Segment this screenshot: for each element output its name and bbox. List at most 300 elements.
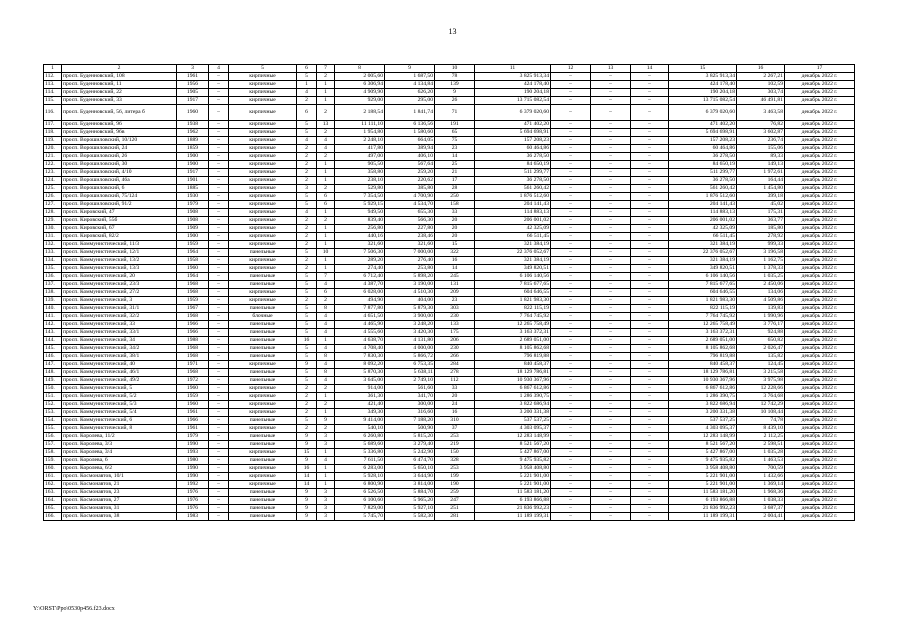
cell-wall-material: кирпичные: [229, 176, 297, 184]
cell-year-renovation: –: [209, 392, 229, 400]
cell-cost-col-14: –: [631, 344, 669, 352]
cell-completion-date: декабрь 2022 г.: [785, 424, 855, 432]
column-number-header: 8: [335, 65, 385, 73]
cell-total-cost: 840 458,37: [475, 360, 551, 368]
cell-cost-col-12: –: [551, 480, 591, 488]
cell-year-built: 1859: [177, 144, 209, 152]
cell-completion-date: декабрь 2022 г.: [785, 176, 855, 184]
cell-completion-date: декабрь 2022 г.: [785, 344, 855, 352]
cell-cost-col-13: –: [591, 504, 631, 512]
cell-year-built: 1908: [177, 216, 209, 224]
cell-year-renovation: –: [209, 216, 229, 224]
cell-floors: 9: [297, 488, 317, 496]
cell-cost-per-sqm: 236,74: [737, 136, 785, 144]
cell-total-cost: 6 867 612,86: [475, 384, 551, 392]
cell-year-built: 1930: [177, 192, 209, 200]
cell-total-cost-repeat: 204 141,43: [669, 200, 737, 208]
cell-total-area: 4 708,40: [335, 344, 385, 352]
cell-total-cost: 424 178,40: [475, 81, 551, 89]
cell-completion-date: декабрь 2022 г.: [785, 89, 855, 97]
cell-total-area: 7 830,30: [335, 352, 385, 360]
cell-cost-col-14: –: [631, 320, 669, 328]
cell-completion-date: декабрь 2022 г.: [785, 184, 855, 192]
cell-wall-material: кирпичные: [229, 192, 297, 200]
cell-year-built: 1889: [177, 136, 209, 144]
table-row: [44, 97, 855, 105]
cell-cost-col-12: –: [551, 81, 591, 89]
cell-floors: 2: [297, 144, 317, 152]
cell-cost-col-12: –: [551, 400, 591, 408]
column-number-header: 13: [591, 65, 631, 73]
cell-floors: 9: [297, 360, 317, 368]
cell-cost-col-12: –: [551, 472, 591, 480]
cell-residents: 131: [435, 280, 475, 288]
cell-entrances: 3: [317, 432, 335, 440]
cell-total-cost: 36 278,50: [475, 152, 551, 160]
cell-address: просп. Буденновский, 33: [62, 97, 177, 105]
cell-total-cost: 796 819,88: [475, 352, 551, 360]
cell-cost-per-sqm: 175,31: [737, 208, 785, 216]
cell-total-cost: 42 325,09: [475, 224, 551, 232]
cell-total-cost-repeat: 9 475 935,82: [669, 456, 737, 464]
cell-floors: 16: [297, 464, 317, 472]
cell-year-renovation: –: [209, 248, 229, 256]
cell-year-built: 1968: [177, 312, 209, 320]
cell-cost-col-13: –: [591, 160, 631, 168]
cell-cost-per-sqm: 185,80: [737, 224, 785, 232]
cell-cost-col-14: –: [631, 504, 669, 512]
cell-cost-col-13: –: [591, 136, 631, 144]
cell-cost-col-13: –: [591, 352, 631, 360]
cell-year-built: 1908: [177, 208, 209, 216]
cell-total-cost: 60 464,86: [475, 144, 551, 152]
cell-year-built: 1972: [177, 376, 209, 384]
cell-completion-date: декабрь 2022 г.: [785, 400, 855, 408]
cell-address: просп. Буденновский, 56, литера б: [62, 105, 177, 121]
cell-entrances: 8: [317, 352, 335, 360]
cell-cost-col-13: –: [591, 312, 631, 320]
cell-cost-col-12: –: [551, 216, 591, 224]
cell-entrances: 3: [317, 496, 335, 504]
cell-row-number: 165.: [44, 504, 62, 512]
cell-address: просп. Буденновский, 22: [62, 89, 177, 97]
cell-cost-col-14: –: [631, 480, 669, 488]
cell-completion-date: декабрь 2022 г.: [785, 144, 855, 152]
cell-cost-col-12: –: [551, 416, 591, 424]
cell-floors: 16: [297, 336, 317, 344]
cell-residents: 37: [435, 424, 475, 432]
cell-cost-col-14: –: [631, 136, 669, 144]
cell-total-area: 914,00: [335, 384, 385, 392]
cell-cost-per-sqm: 135,82: [737, 352, 785, 360]
cell-completion-date: декабрь 2022 г.: [785, 73, 855, 81]
cell-cost-col-14: –: [631, 384, 669, 392]
cell-cost-col-12: –: [551, 176, 591, 184]
cell-wall-material: кирпичные: [229, 232, 297, 240]
cell-cost-col-12: –: [551, 128, 591, 136]
cell-year-built: 1900: [177, 232, 209, 240]
cell-total-cost-repeat: 4 303 095,37: [669, 424, 737, 432]
cell-row-number: 126.: [44, 192, 62, 200]
cell-entrances: 7: [317, 272, 335, 280]
cell-residential-area: 4 510,30: [385, 288, 435, 296]
cell-entrances: 4: [317, 312, 335, 320]
cell-wall-material: кирпичные: [229, 360, 297, 368]
cell-cost-per-sqm: 1 972,61: [737, 168, 785, 176]
cell-residents: 158: [435, 200, 475, 208]
cell-floors: 4: [297, 208, 317, 216]
cell-year-renovation: –: [209, 97, 229, 105]
cell-cost-col-14: –: [631, 304, 669, 312]
cell-residents: 191: [435, 120, 475, 128]
page-number: 13: [448, 27, 457, 36]
cell-cost-per-sqm: 2 026,47: [737, 344, 785, 352]
cell-completion-date: декабрь 2022 г.: [785, 248, 855, 256]
cell-completion-date: декабрь 2022 г.: [785, 272, 855, 280]
cell-row-number: 154.: [44, 416, 62, 424]
cell-cost-per-sqm: 4 509,86: [737, 296, 785, 304]
cell-residential-area: 406,10: [385, 152, 435, 160]
cell-floors: 5: [297, 320, 317, 328]
table-row: [44, 272, 855, 280]
cell-total-area: 8 092,20: [335, 360, 385, 368]
column-number-header: 14: [631, 65, 669, 73]
cell-completion-date: декабрь 2022 г.: [785, 376, 855, 384]
cell-total-area: 497,00: [335, 152, 385, 160]
cell-cost-col-14: –: [631, 240, 669, 248]
cell-residents: 199: [435, 472, 475, 480]
cell-total-cost: 3 163 372,31: [475, 328, 551, 336]
cell-total-cost: 1 876 512,60: [475, 192, 551, 200]
cell-entrances: 2: [317, 128, 335, 136]
cell-completion-date: декабрь 2022 г.: [785, 81, 855, 89]
cell-total-cost-repeat: 2 689 051,00: [669, 336, 737, 344]
cell-total-cost-repeat: 1 876 512,60: [669, 192, 737, 200]
table-row: [44, 480, 855, 488]
cell-address: просп. Буденновский, 96: [62, 120, 177, 128]
cell-completion-date: декабрь 2022 г.: [785, 304, 855, 312]
cell-total-cost: 190 204,18: [475, 89, 551, 97]
cell-cost-col-14: –: [631, 424, 669, 432]
cell-residential-area: 7 000,00: [385, 248, 435, 256]
cell-floors: 4: [297, 136, 317, 144]
cell-total-area: 540,10: [335, 424, 385, 432]
cell-entrances: 2: [317, 424, 335, 432]
cell-total-cost-repeat: 206 001,02: [669, 216, 737, 224]
cell-year-renovation: –: [209, 176, 229, 184]
cell-completion-date: декабрь 2022 г.: [785, 488, 855, 496]
cell-total-cost: 321 384,19: [475, 256, 551, 264]
cell-wall-material: кирпичные: [229, 224, 297, 232]
cell-floors: 9: [297, 512, 317, 520]
cell-row-number: 162.: [44, 480, 62, 488]
cell-year-built: 1966: [177, 416, 209, 424]
cell-cost-col-13: –: [591, 97, 631, 105]
table-row: [44, 416, 855, 424]
cell-residential-area: 5 927,10: [385, 504, 435, 512]
cell-completion-date: декабрь 2022 г.: [785, 392, 855, 400]
cell-cost-col-12: –: [551, 97, 591, 105]
cell-total-cost: 84 650,19: [475, 160, 551, 168]
cell-completion-date: декабрь 2022 г.: [785, 512, 855, 520]
cell-entrances: 1: [317, 408, 335, 416]
cell-row-number: 152.: [44, 400, 62, 408]
column-number-header: 12: [551, 65, 591, 73]
cell-cost-col-14: –: [631, 184, 669, 192]
cell-cost-per-sqm: 3 764,68: [737, 392, 785, 400]
cell-row-number: 129.: [44, 216, 62, 224]
cell-floors: 5: [297, 352, 317, 360]
cell-cost-col-14: –: [631, 128, 669, 136]
cell-cost-col-14: –: [631, 464, 669, 472]
cell-cost-col-14: –: [631, 248, 669, 256]
cell-total-area: 7 611,50: [335, 456, 385, 464]
cell-address: просп. Кировский, 55б: [62, 216, 177, 224]
cell-cost-col-13: –: [591, 456, 631, 464]
cell-cost-col-14: –: [631, 496, 669, 504]
cell-wall-material: панельные: [229, 368, 297, 376]
cell-wall-material: кирпичные: [229, 424, 297, 432]
column-number-header: 4: [209, 65, 229, 73]
cell-wall-material: кирпичные: [229, 240, 297, 248]
cell-cost-col-12: –: [551, 384, 591, 392]
cell-total-area: 6 306,94: [335, 81, 385, 89]
cell-cost-col-14: –: [631, 328, 669, 336]
cell-total-cost-repeat: 349 820,51: [669, 264, 737, 272]
cell-address: просп. Коммунистический, 32/2: [62, 312, 177, 320]
cell-residents: 230: [435, 344, 475, 352]
cell-residential-area: 5 650,10: [385, 464, 435, 472]
cell-cost-per-sqm: 102,59: [737, 81, 785, 89]
cell-total-cost-repeat: 5 427 867,00: [669, 448, 737, 456]
cell-year-renovation: –: [209, 488, 229, 496]
cell-row-number: 127.: [44, 200, 62, 208]
cell-entrances: 1: [317, 208, 335, 216]
cell-total-cost: 12 265 758,49: [475, 320, 551, 328]
cell-row-number: 117.: [44, 120, 62, 128]
cell-year-built: 1992: [177, 480, 209, 488]
cell-address: просп. Коммунистический, 49/2: [62, 376, 177, 384]
cell-residents: 281: [435, 512, 475, 520]
table-row: [44, 448, 855, 456]
cell-cost-col-12: –: [551, 240, 591, 248]
cell-total-cost-repeat: 36 278,50: [669, 176, 737, 184]
cell-cost-col-14: –: [631, 105, 669, 121]
cell-year-built: 1968: [177, 368, 209, 376]
cell-residential-area: 238,46: [385, 232, 435, 240]
cell-row-number: 118.: [44, 128, 62, 136]
cell-total-area: 321,60: [335, 240, 385, 248]
cell-year-renovation: –: [209, 73, 229, 81]
table-row: [44, 360, 855, 368]
cell-total-area: 1 954,80: [335, 128, 385, 136]
cell-residential-area: 4 700,90: [385, 192, 435, 200]
table-row: [44, 264, 855, 272]
cell-address: просп. Ворошиловский, 24: [62, 144, 177, 152]
cell-completion-date: декабрь 2022 г.: [785, 472, 855, 480]
cell-total-area: 256,80: [335, 224, 385, 232]
cell-completion-date: декабрь 2022 г.: [785, 448, 855, 456]
cell-cost-per-sqm: 124,45: [737, 360, 785, 368]
cell-residents: 206: [435, 336, 475, 344]
cell-wall-material: блочные: [229, 312, 297, 320]
cell-cost-col-14: –: [631, 200, 669, 208]
cell-entrances: 1: [317, 336, 335, 344]
cell-year-built: 1960: [177, 384, 209, 392]
cell-residential-area: 220,62: [385, 176, 435, 184]
cell-entrances: 2: [317, 296, 335, 304]
cell-entrances: 4: [317, 456, 335, 464]
cell-residents: 78: [435, 73, 475, 81]
cell-year-renovation: –: [209, 320, 229, 328]
cell-row-number: 164.: [44, 496, 62, 504]
cell-year-renovation: –: [209, 368, 229, 376]
cell-cost-col-13: –: [591, 144, 631, 152]
cell-total-area: 349,30: [335, 408, 385, 416]
cell-row-number: 157.: [44, 440, 62, 448]
cell-residential-area: 404,00: [385, 296, 435, 304]
cell-cost-per-sqm: 149,13: [737, 160, 785, 168]
cell-completion-date: декабрь 2022 г.: [785, 456, 855, 464]
table-row: [44, 336, 855, 344]
cell-completion-date: декабрь 2022 г.: [785, 264, 855, 272]
cell-residential-area: 5 582,30: [385, 512, 435, 520]
cell-total-cost-repeat: 511 299,77: [669, 168, 737, 176]
cell-total-cost-repeat: 21 836 992,23: [669, 504, 737, 512]
cell-total-area: 5 745,70: [335, 512, 385, 520]
table-row: [44, 464, 855, 472]
cell-cost-col-13: –: [591, 89, 631, 97]
cell-residential-area: 1 687,50: [385, 73, 435, 81]
cell-completion-date: декабрь 2022 г.: [785, 160, 855, 168]
cell-residential-area: 664,05: [385, 136, 435, 144]
cell-residential-area: 6 136,56: [385, 120, 435, 128]
cell-row-number: 123.: [44, 168, 62, 176]
cell-cost-col-14: –: [631, 208, 669, 216]
cell-total-area: 274,40: [335, 264, 385, 272]
cell-wall-material: кирпичные: [229, 472, 297, 480]
cell-completion-date: декабрь 2022 г.: [785, 384, 855, 392]
cell-cost-col-13: –: [591, 472, 631, 480]
cell-address: просп. Коммунистический, 34: [62, 336, 177, 344]
cell-total-cost-repeat: 3 822 686,94: [669, 400, 737, 408]
cell-year-built: 1959: [177, 392, 209, 400]
cell-cost-col-13: –: [591, 488, 631, 496]
table-row: [44, 168, 855, 176]
cell-row-number: 166.: [44, 512, 62, 520]
cell-wall-material: панельные: [229, 496, 297, 504]
cell-address: просп. Буденновский, 96в: [62, 128, 177, 136]
cell-year-renovation: –: [209, 424, 229, 432]
cell-wall-material: кирпичные: [229, 81, 297, 89]
cell-wall-material: кирпичные: [229, 464, 297, 472]
cell-wall-material: панельные: [229, 512, 297, 520]
cell-address: просп. Космонавтов, 21: [62, 480, 177, 488]
cell-wall-material: кирпичные: [229, 448, 297, 456]
cell-completion-date: декабрь 2022 г.: [785, 224, 855, 232]
cell-cost-col-12: –: [551, 73, 591, 81]
cell-address: просп. Ворошиловский, 30: [62, 160, 177, 168]
cell-cost-col-12: –: [551, 232, 591, 240]
cell-cost-col-12: –: [551, 496, 591, 504]
cell-year-renovation: –: [209, 232, 229, 240]
cell-year-renovation: –: [209, 352, 229, 360]
cell-year-renovation: –: [209, 152, 229, 160]
cell-residents: 266: [435, 352, 475, 360]
cell-year-built: 1961: [177, 73, 209, 81]
cell-entrances: 4: [317, 328, 335, 336]
cell-residential-area: 4 534,70: [385, 200, 435, 208]
cell-row-number: 151.: [44, 392, 62, 400]
cell-row-number: 144.: [44, 336, 62, 344]
cell-cost-col-12: –: [551, 432, 591, 440]
cell-cost-col-14: –: [631, 296, 669, 304]
cell-row-number: 161.: [44, 472, 62, 480]
cell-total-cost: 2 689 051,00: [475, 336, 551, 344]
cell-residential-area: 5 815,20: [385, 432, 435, 440]
cell-entrances: 4: [317, 280, 335, 288]
cell-address: просп. Коммунистический, 33: [62, 320, 177, 328]
cell-floors: 2: [297, 152, 317, 160]
cell-entrances: 2: [317, 216, 335, 224]
cell-residents: 328: [435, 456, 475, 464]
cell-completion-date: декабрь 2022 г.: [785, 200, 855, 208]
cell-total-area: 7 877,80: [335, 304, 385, 312]
cell-residents: 23: [435, 296, 475, 304]
cell-total-cost-repeat: 3 825 913,34: [669, 73, 737, 81]
cell-wall-material: кирпичные: [229, 144, 297, 152]
cell-cost-col-13: –: [591, 81, 631, 89]
cell-address: просп. Кировский, 47: [62, 208, 177, 216]
cell-completion-date: декабрь 2022 г.: [785, 105, 855, 121]
registry-table: [43, 64, 855, 521]
cell-cost-col-12: –: [551, 168, 591, 176]
cell-year-renovation: –: [209, 280, 229, 288]
cell-year-renovation: –: [209, 240, 229, 248]
cell-address: просп. Коммунистический, 3: [62, 296, 177, 304]
cell-residents: 139: [435, 81, 475, 89]
table-row: [44, 408, 855, 416]
cell-row-number: 149.: [44, 376, 62, 384]
cell-entrances: 1: [317, 97, 335, 105]
footer-file-path: Y:\ORST\Ppo\0530p456.f23.docx: [33, 606, 115, 612]
cell-cost-col-12: –: [551, 312, 591, 320]
cell-total-area: 358,80: [335, 168, 385, 176]
cell-wall-material: панельные: [229, 336, 297, 344]
cell-residential-area: 300,00: [385, 400, 435, 408]
cell-cost-col-12: –: [551, 344, 591, 352]
cell-residents: 150: [435, 448, 475, 456]
cell-wall-material: кирпичные: [229, 208, 297, 216]
cell-wall-material: кирпичные: [229, 392, 297, 400]
cell-year-built: 1961: [177, 424, 209, 432]
cell-residents: 33: [435, 384, 475, 392]
cell-completion-date: декабрь 2022 г.: [785, 168, 855, 176]
table-row: [44, 184, 855, 192]
cell-year-built: 1968: [177, 280, 209, 288]
cell-floors: 2: [297, 392, 317, 400]
cell-cost-col-14: –: [631, 232, 669, 240]
cell-cost-col-12: –: [551, 89, 591, 97]
cell-address: просп. Ворошиловский, 91/2: [62, 200, 177, 208]
cell-cost-col-12: –: [551, 336, 591, 344]
cell-year-built: 1964: [177, 248, 209, 256]
table-row: [44, 472, 855, 480]
cell-entrances: 4: [317, 344, 335, 352]
cell-cost-col-14: –: [631, 168, 669, 176]
cell-wall-material: кирпичные: [229, 105, 297, 121]
cell-cost-col-13: –: [591, 248, 631, 256]
